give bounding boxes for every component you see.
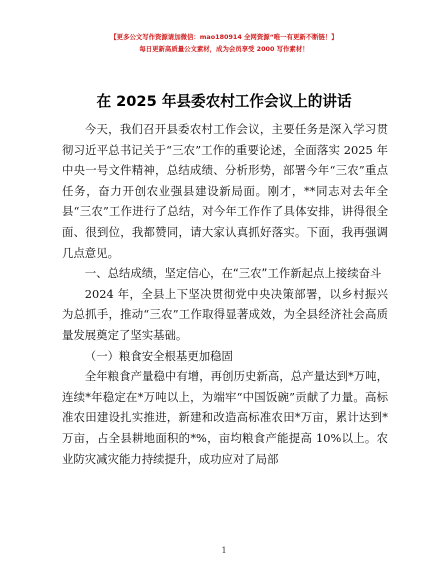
section-1-paragraph: 2024 年，全县上下坚决贯彻党中央决策部署，以乡村振兴为总抓手，推动“三农”工作取得显著成效，为全县经济社会高质量发展奠定了坚实基础。	[62, 286, 388, 342]
page-number: 1	[221, 546, 227, 555]
subsection-heading-1: （一）粮食安全根基更加稳固	[84, 348, 233, 363]
intro-paragraph: 今天，我们召开县委农村工作会议，主要任务是深入学习贯彻习近平总书记关于“三农”工作的重要论述，全面落实 2025 年中央一号文件精神，总结成绩、分析形势，部署今年“三农”重点任务，奋力开创农业强县建设新局面。刚才，**同志对去年全县“三农”工作进行了总结，对今年工作作了具体安排，讲得很全面、很到位，我都赞同，请大家认真抓好落实。下面，我再强调几点意见。	[62, 122, 388, 260]
section-heading-1: 一、总结成绩，坚定信心，在“三农”工作新起点上接续奋斗	[84, 266, 382, 281]
document-body	[62, 119, 388, 469]
promo-banner-line-1: 【更多公文写作资源请加微信：mao180914 全网资源“唯一有更新不断链！】	[110, 33, 338, 41]
promo-banner-line-2: 每日更新高质量公文素材，成为会员享受 2000 写作素材！	[139, 45, 309, 53]
document-title: 在 2025 年县委农村工作会议上的讲话	[96, 93, 352, 110]
subsection-1-paragraph: 全年粮食产量稳中有增，再创历史新高，总产量达到*万吨，连续*年稳定在*万吨以上，为端牢“中国饭碗”贡献了力量。高标准农田建设扎实推进，新建和改造高标准农田*万亩，累计达到*万亩，占全县耕地面积的*%，亩均粮食产能提高 10%以上。农业防灾减灾能力持续提升，成功应对了局部	[62, 369, 388, 466]
